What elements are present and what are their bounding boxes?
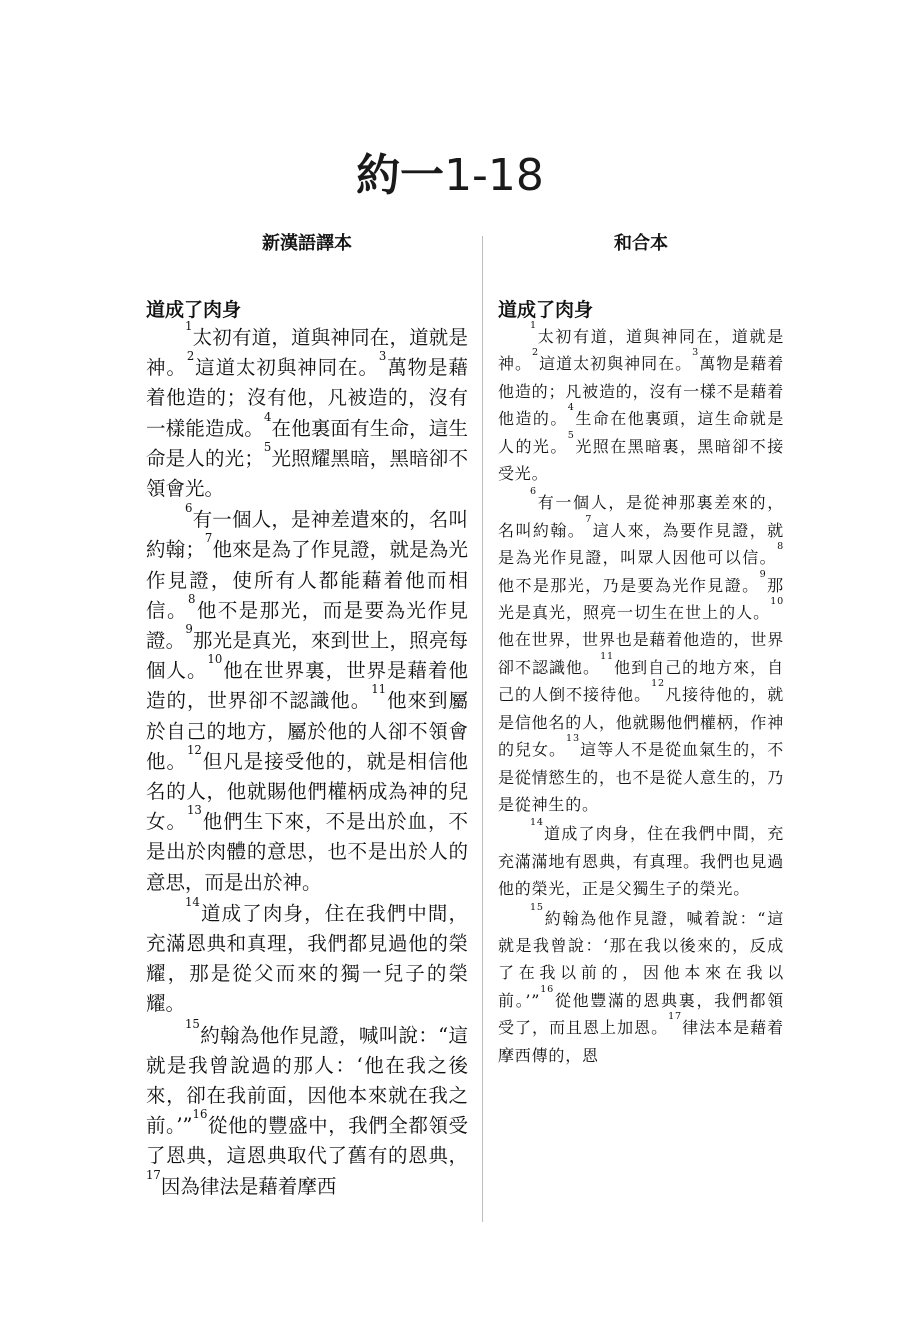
verse-text: 但凡是接受他的，就是相信他名的人，他就賜他們權柄成為神的兒女。 [146, 749, 468, 834]
verse [186, 349, 379, 380]
verse-number: 16 [540, 983, 555, 995]
verse-number: 4 [567, 402, 575, 414]
verse-text: 道成了肉身，住在我們中間，充充滿滿地有恩典，有真理。我們也見過他的榮光，正是父獨生子的榮光。 [498, 824, 784, 899]
verse-number: 1 [185, 319, 193, 333]
left-section-heading: 道成了肉身 [146, 299, 242, 321]
verse-number: 2 [532, 347, 539, 359]
right-section-heading: 道成了肉身 [498, 299, 594, 321]
left-version-title: 新漢語譯本 [262, 233, 352, 254]
title-book: 約一 [356, 150, 445, 201]
verse-number: 11 [371, 682, 387, 697]
left-paragraph [146, 894, 468, 1020]
verse-text: 他不是那光，而是要為光作見證。 [146, 598, 468, 653]
verse-text: 那光是真光，來到世上，照亮每個人。 [146, 629, 468, 683]
verse-number: 5 [567, 429, 575, 441]
verse-text: 從他豐滿的恩典裏，我們都領受了，而且恩上加恩。 [498, 990, 785, 1038]
right-paragraph [498, 320, 784, 487]
verse-text: 這人來，為要作見證，就是為光作見證，叫眾人因他可以信。 [498, 520, 784, 568]
verse-number: 13 [186, 803, 202, 818]
verse-number: 8 [187, 591, 196, 606]
verse-text: 他在世界，世界也是藉着他造的，世界卻不認識他。 [498, 630, 784, 677]
verse-text: 他在世界裏，世界是藉着他造的，世界卻不認識他。 [146, 659, 468, 713]
verse-number: 10 [770, 596, 784, 608]
left-column [146, 232, 468, 1202]
verse-number: 15 [530, 901, 544, 913]
verse [498, 817, 784, 899]
verse-number: 3 [692, 347, 699, 359]
page-title [0, 148, 900, 204]
verse-number: 6 [530, 486, 537, 498]
verse-number: 1 [530, 320, 537, 331]
verse-text: 因為律法是藉着摩西 [160, 1174, 337, 1198]
verse-number: 12 [186, 742, 202, 757]
verse-text: 從他的豐盛中，我們全都領受了恩典，這恩典取代了舊有的恩典， [146, 1114, 468, 1168]
verse-number: 16 [192, 1107, 208, 1122]
verse-text: 有一個人，是從神那裏差來的，名叫約翰。 [498, 493, 784, 540]
right-paragraph [498, 486, 784, 818]
verse-text: 他來是為了作見證，就是為光作見證，使所有人都能藉着他而相信。 [146, 538, 468, 622]
verse [532, 347, 693, 374]
verse [146, 894, 468, 1016]
right-paragraph [498, 817, 784, 902]
verse-text: 這等人不是從血氣生的，不是從情慾生的，也不是從人意生的，乃是從神生的。 [498, 740, 784, 814]
verse-text: 凡接待他的，就是信他名的人，他就賜他們權柄，作神的兒女。 [498, 685, 784, 760]
left-paragraph [146, 319, 468, 504]
verse-text: 他們生下來，不是出於血，不是出於肉體的意思，也不是出於人的意思，而是出於神。 [146, 810, 468, 894]
verse-text: 約翰為他作見證，喊叫說：“這就是我曾說過的那人：‘他在我之後來，卻在我前面，因他本來就在我之前。’” [146, 1023, 468, 1138]
verse-number: 13 [566, 733, 580, 745]
verse-number: 10 [207, 652, 223, 667]
verse-text: 他到自己的地方來，自己的人倒不接待他。 [498, 657, 784, 705]
verse-number: 15 [185, 1016, 200, 1031]
verse-number: 17 [668, 1011, 682, 1023]
verse-text: 萬物是藉着他造的；凡被造的，沒有一樣不是藉着他造的。 [498, 354, 784, 429]
verse-number: 7 [585, 513, 593, 525]
verse-number: 9 [759, 568, 767, 580]
verse-text: 約翰為他作見證，喊着說：“這就是我曾說：‘那在我以後來的，反成了在我以前的，因他本來在我以前。’” [498, 908, 784, 1010]
verse-text: 他不是那光，乃是要為光作見證。 [498, 575, 760, 595]
verse-number: 2 [186, 349, 195, 364]
verse-text: 他來到屬於自己的地方，屬於他的人卻不領會他。 [146, 689, 468, 773]
left-text-body [146, 319, 468, 1202]
verse-text: 有一個人，是神差遣來的，名叫約翰； [146, 508, 468, 562]
verse-number: 7 [204, 531, 213, 546]
verse-number: 14 [530, 817, 544, 829]
verse-text: 光照在黑暗裏，黑暗卻不接受光。 [498, 436, 784, 484]
verse-text: 萬物是藉着他造的；沒有他，凡被造的，沒有一樣能造成。 [146, 356, 468, 440]
verse-number: 3 [378, 349, 387, 364]
title-range: 1-18 [444, 150, 544, 201]
verse-number: 11 [600, 650, 614, 662]
left-paragraph [146, 1016, 468, 1202]
verse-number: 5 [263, 439, 272, 454]
verse-number: 8 [777, 541, 784, 553]
verse-number: 4 [263, 409, 272, 424]
right-paragraph [498, 901, 785, 1069]
verse-text: 光照耀黑暗，黑暗卻不領會光。 [146, 446, 468, 501]
verse-number: 6 [185, 501, 193, 516]
verse-text: 在他裏面有生命，這生命是人的光； [146, 416, 468, 470]
verse-number: 12 [651, 678, 665, 690]
verse-text: 生命在他裏頭，這生命就是人的光。 [498, 409, 784, 456]
verse-text: 這道太初與神同在。 [538, 354, 693, 374]
verse-number: 14 [185, 894, 200, 909]
right-text-body [498, 320, 785, 1069]
verse-number: 17 [146, 1167, 161, 1182]
verse-text: 太初有道，道與神同在，道就是神。 [146, 326, 468, 380]
right-column [498, 232, 784, 1069]
verse [146, 1107, 468, 1168]
column-divider [482, 236, 483, 1222]
verse-text: 這道太初與神同在。 [194, 356, 379, 380]
verse-text: 那光是真光，照亮一切生在世上的人。 [498, 575, 784, 623]
verse [146, 1167, 337, 1198]
verse-text: 道成了肉身，住在我們中間，充滿恩典和真理，我們都見過他的榮耀，那是從父而來的獨一兒子的榮耀。 [146, 901, 468, 1016]
left-paragraph [146, 501, 468, 898]
verse-number: 9 [185, 622, 193, 637]
verse [146, 803, 468, 894]
right-version-title: 和合本 [614, 233, 668, 254]
verse-text: 律法本是藉着摩西傳的，恩 [498, 1018, 784, 1065]
verse-text: 太初有道，道與神同在，道就是神。 [498, 327, 784, 374]
